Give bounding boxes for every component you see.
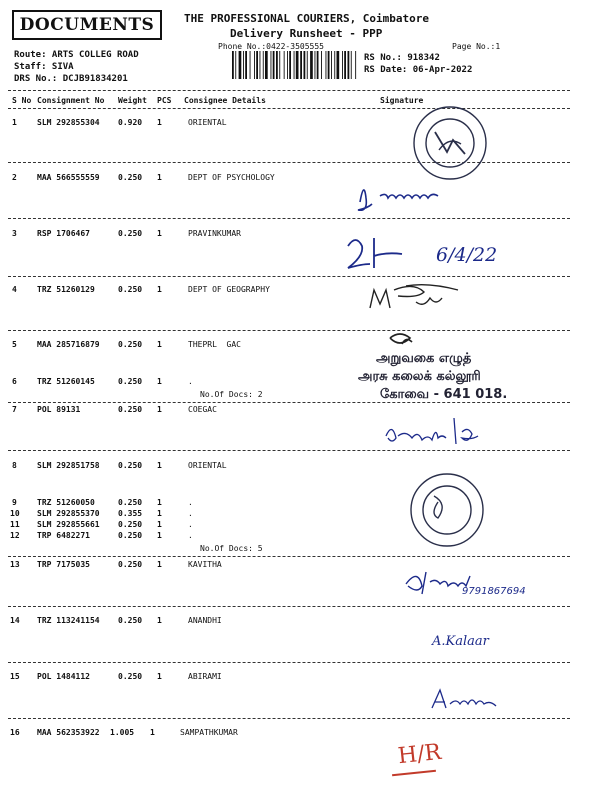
barcode-bar (342, 51, 343, 79)
row-consignee: THEPRL GAC (188, 340, 241, 349)
barcode-bar (245, 51, 247, 79)
barcode-bar (294, 51, 295, 79)
row-sno: 15 (10, 672, 20, 681)
row-pcs: 1 (157, 520, 162, 529)
row-weight: 0.250 (118, 531, 143, 540)
barcode-bar (304, 51, 306, 79)
row-pcs: 1 (157, 340, 162, 349)
drs-label: DRS No.: DCJB91834201 (14, 74, 128, 84)
insurance-stamp (395, 102, 505, 184)
row-consignment: RSP 1706467 (37, 229, 90, 238)
row-weight: 0.250 (118, 520, 143, 529)
row-pcs: 1 (157, 173, 162, 182)
row-consignment: POL 1484112 (37, 672, 90, 681)
col-consignment: Consignment No (37, 96, 105, 105)
row-consignee: ANANDHI (188, 616, 222, 625)
row-weight: 0.250 (118, 560, 143, 569)
col-consignee: Consignee Details (184, 96, 266, 105)
barcode-bar (276, 51, 278, 79)
college-seal (350, 330, 508, 410)
signature-row-2 (350, 178, 490, 216)
row-consignment: TRZ 51260050 (37, 498, 95, 507)
barcode-bar (348, 51, 350, 79)
seal-line-2: அரசு கலைக் கல்லூரி (358, 369, 481, 384)
row-consignee: . (188, 377, 193, 386)
barcode-bar (321, 51, 322, 79)
barcode-bar (328, 51, 330, 79)
row-consignment: TRP 6482271 (37, 531, 90, 540)
row-consignee: PRAVINKUMAR (188, 229, 241, 238)
row-weight: 0.250 (118, 377, 143, 386)
seal-line-1: அறுவகை எழுத் (376, 351, 472, 366)
row-weight: 0.250 (118, 285, 143, 294)
row-pcs: 1 (157, 616, 162, 625)
row-consignment: MAA 562353922 (37, 728, 100, 737)
row-pcs: 1 (157, 531, 162, 540)
row-consignee: ORIENTAL (188, 118, 227, 127)
barcode-bar (239, 51, 242, 79)
signature-row-3 (340, 232, 410, 274)
signature-phone: 9791867694 (462, 586, 526, 597)
divider (8, 556, 570, 557)
row-sno: 2 (12, 173, 17, 182)
row-weight: 0.250 (118, 672, 143, 681)
divider (8, 90, 570, 91)
row-pcs: 1 (157, 229, 162, 238)
barcode-bar (310, 51, 313, 79)
signature-row-15 (428, 684, 508, 714)
row-pcs: 1 (157, 405, 162, 414)
row-sno: 3 (12, 229, 17, 238)
row-consignment: MAA 285716879 (37, 340, 100, 349)
staff-label: Staff: SIVA (14, 62, 74, 72)
barcode-bar (256, 51, 258, 79)
barcode-bar (289, 51, 291, 79)
barcode-bar (265, 51, 268, 79)
row-sno: 13 (10, 560, 20, 569)
row-pcs: 1 (157, 285, 162, 294)
row-consignee: . (188, 520, 193, 529)
row-consignee: KAVITHA (188, 560, 222, 569)
row-consignee: . (188, 498, 193, 507)
row-weight: 0.250 (118, 498, 143, 507)
signature-date: 6/4/22 (436, 244, 498, 266)
row-weight: 0.920 (118, 118, 143, 127)
row-sno: 1 (12, 118, 17, 127)
documents-badge: DOCUMENTS (12, 10, 162, 40)
barcode-bar (273, 51, 275, 79)
barcode-bar (271, 51, 272, 79)
insurance-stamp (392, 470, 502, 550)
row-consignment: SLM 292855370 (37, 509, 100, 518)
row-pcs: 1 (157, 498, 162, 507)
row-sno: 5 (12, 340, 17, 349)
row-consignment: POL 89131 (37, 405, 81, 414)
barcode-bar (337, 51, 340, 79)
row-sno: 7 (12, 405, 17, 414)
row-sno: 4 (12, 285, 17, 294)
row-sno: 10 (10, 509, 20, 518)
row-pcs: 1 (150, 728, 155, 737)
row-consignment: TRP 7175035 (37, 560, 90, 569)
rs-number: RS No.: 918342 (364, 53, 440, 63)
row-consignee: DEPT OF PSYCHOLOGY (188, 173, 275, 182)
row-weight: 0.250 (118, 229, 143, 238)
row-consignment: SLM 292855304 (37, 118, 100, 127)
row-consignee: . (188, 531, 193, 540)
hr-mark: H/R (396, 739, 443, 770)
row-weight: 0.250 (118, 173, 143, 182)
divider (8, 218, 570, 219)
seal-line-3: கோவை - 641 018. (380, 387, 508, 402)
barcode-bar (317, 51, 319, 79)
row-weight: 1.005 (110, 728, 135, 737)
col-pcs: PCS (157, 96, 172, 105)
barcode-bar (300, 51, 302, 79)
col-sno: S No (12, 96, 32, 105)
row-consignee: ORIENTAL (188, 461, 227, 470)
row-sno: 6 (12, 377, 17, 386)
row-pcs: 1 (157, 118, 162, 127)
barcode-bar (260, 51, 261, 79)
runsheet-title: Delivery Runsheet - PPP (230, 27, 383, 40)
company-name: THE PROFESSIONAL COURIERS, Coimbatore (184, 12, 430, 25)
row-consignee: DEPT OF GEOGRAPHY (188, 285, 270, 294)
col-signature: Signature (380, 96, 424, 105)
row-consignment: TRZ 51260129 (37, 285, 95, 294)
row-weight: 0.355 (118, 509, 143, 518)
row-pcs: 1 (157, 560, 162, 569)
barcode-bar (315, 51, 316, 79)
barcode-bar (307, 51, 308, 79)
barcode-bar (355, 51, 356, 79)
barcode-bar (232, 51, 234, 79)
row-pcs: 1 (157, 461, 162, 470)
barcode-bar (250, 51, 251, 79)
barcode-bar (263, 51, 264, 79)
barcode-bar (344, 51, 346, 79)
row-consignee: COEGAC (188, 405, 217, 414)
divider (8, 718, 570, 719)
signature-row-14: A.Kalaar (432, 634, 489, 649)
row-sno: 16 (10, 728, 20, 737)
divider (8, 606, 570, 607)
barcode-bar (254, 51, 255, 79)
phone-number: Phone No.:0422-3505555 (218, 42, 324, 51)
barcode-bar (326, 51, 327, 79)
row-pcs: 1 (157, 672, 162, 681)
barcode (231, 51, 359, 79)
row-sno: 12 (10, 531, 20, 540)
row-weight: 0.250 (118, 405, 143, 414)
row-weight: 0.250 (118, 616, 143, 625)
page-number: Page No.:1 (452, 42, 501, 51)
barcode-bar (243, 51, 244, 79)
row-weight: 0.250 (118, 340, 143, 349)
barcode-bar (351, 51, 352, 79)
barcode-bar (235, 51, 236, 79)
route-label: Route: ARTS COLLEG ROAD (14, 50, 139, 60)
barcode-bar (296, 51, 299, 79)
row-consignment: TRZ 51260145 (37, 377, 95, 386)
barcode-bar (284, 51, 285, 79)
row-consignment: SLM 292851758 (37, 461, 100, 470)
row-consignment: MAA 566555559 (37, 173, 100, 182)
signature-row-7 (380, 414, 490, 454)
signature-row-4 (366, 278, 466, 316)
barcode-bar (287, 51, 288, 79)
docs-count: No.Of Docs: 2 (200, 390, 263, 399)
row-sno: 14 (10, 616, 20, 625)
docs-count: No.Of Docs: 5 (200, 544, 263, 553)
row-pcs: 1 (157, 377, 162, 386)
row-sno: 8 (12, 461, 17, 470)
row-consignment: SLM 292855661 (37, 520, 100, 529)
divider (8, 276, 570, 277)
row-consignment: TRZ 113241154 (37, 616, 100, 625)
barcode-bar (279, 51, 280, 79)
rs-date: RS Date: 06-Apr-2022 (364, 65, 473, 75)
row-consignee: ABIRAMI (188, 672, 222, 681)
barcode-bar (331, 51, 332, 79)
hr-underline (392, 770, 436, 777)
divider (8, 662, 570, 663)
barcode-bar (334, 51, 335, 79)
row-pcs: 1 (157, 509, 162, 518)
row-consignee: . (188, 509, 193, 518)
row-sno: 11 (10, 520, 20, 529)
row-weight: 0.250 (118, 461, 143, 470)
col-weight: Weight (118, 96, 147, 105)
row-consignee: SAMPATHKUMAR (180, 728, 238, 737)
row-sno: 9 (12, 498, 17, 507)
